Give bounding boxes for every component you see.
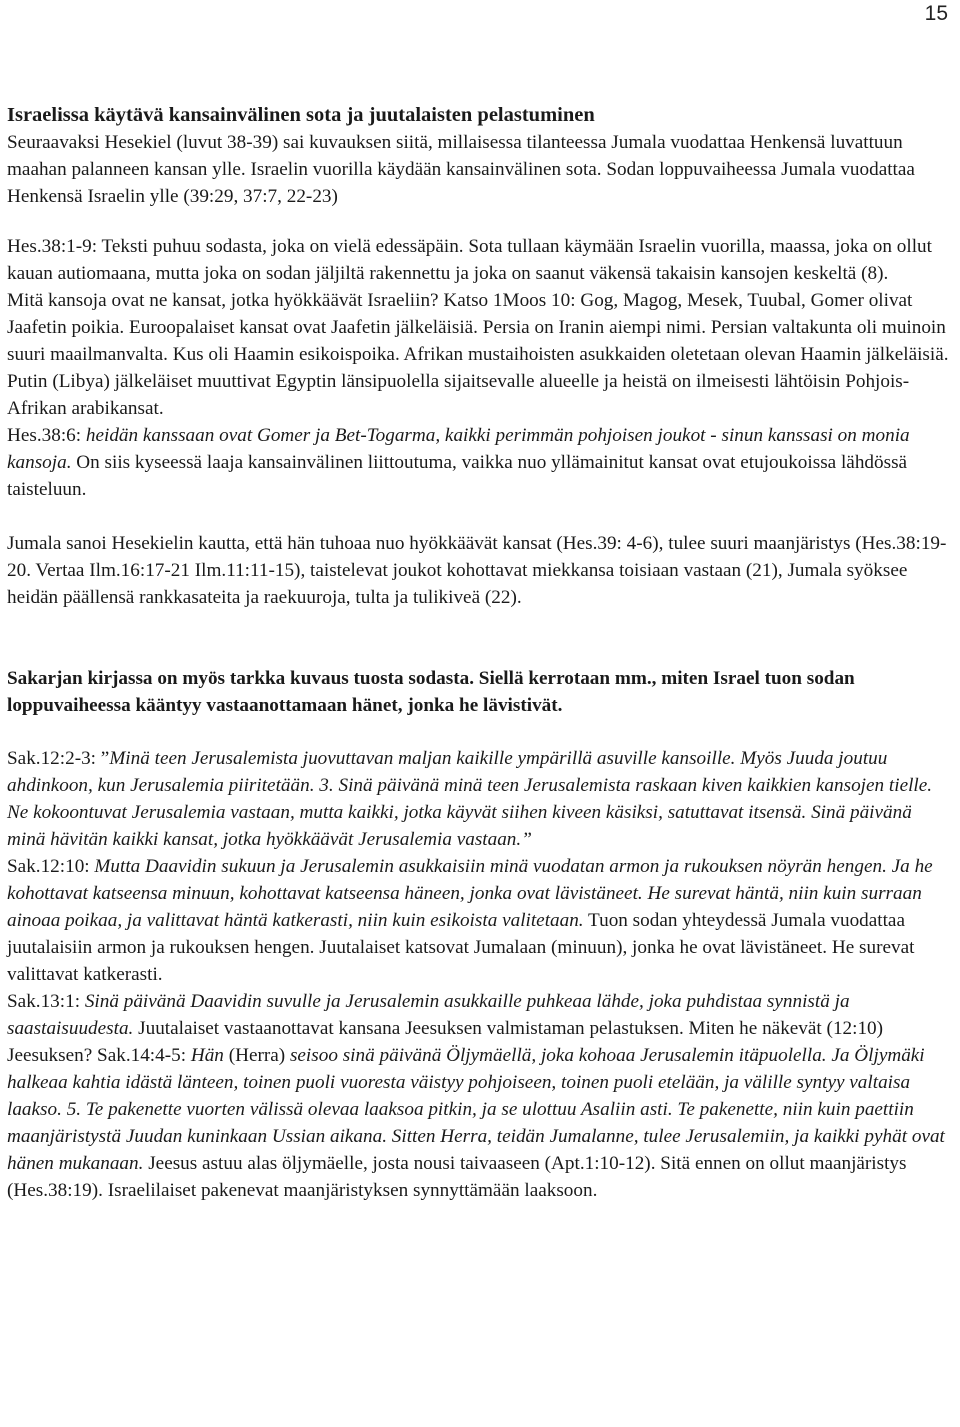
hes38-paragraph-1: Hes.38:1-9: Teksti puhuu sodasta, joka on vielä edessäpäin. Sota tullaan käymään Israelin vuorilla, maassa, joka on ollut kauan autiomaana, mutta joka on sodan jäljiltä rakennettu ja joka on saanut väkensä takaisin kansojen keskeltä (8). (7, 236, 932, 284)
verse-quote: Minä teen Jerusalemista juovuttavan maljan kaikille ympärillä asuville kansoille. Myös Juuda joutuu ahdinkoon, kun Jerusalemia piiritetään. 3. Sinä päivänä minä teen Jerusalemista raskaan kiven kaikkien kansojen tielle. Ne kokoontuvat Jerusalemia vastaan, mutta kaikki, jotka käyvät siihen kiveen käsiksi, satuttavat itsensä. Sinä päivänä minä hävitän kaikki kansat, jotka hyökkäävät Jerusalemia vastaan.” (7, 748, 933, 850)
intro-paragraph: Seuraavaksi Hesekiel (luvut 38-39) sai kuvauksen siitä, millaisessa tilanteessa Jumala vuodattaa Henkensä luvattuun maahan palanneen kansan ylle. Israelin vuorilla käydään kansainvälinen sota. Sodan loppuvaiheessa Jumala vuodattaa Henkensä Israelin ylle (39:29, 37:7, 22-23) (7, 132, 915, 207)
section-title: Israelissa käytävä kansainvälinen sota ja juutalaisten pelastuminen (7, 104, 595, 126)
commentary: (Herra) (223, 1045, 290, 1066)
commentary: Juutalaiset vastaanottavat kansana Jeesuksen valmistaman pelastuksen. Miten he näkevät (12:10) Jeesuksen? Sak.14:4-5: (7, 1018, 884, 1066)
judgment-paragraph: Jumala sanoi Hesekielin kautta, että hän tuhoaa nuo hyökkäävät kansat (Hes.39: 4-6), tulee suuri maanjäristys (Hes.38:19-20. Vertaa Ilm.16:17-21 Ilm.11:11-15), taistelevat joukot kohottavat miekkansa toisiaan vastaan (21), Jumala syöksee heidän päällensä rankkasateita ja raekuuroja, tulta ja tulikiveä (22). (7, 533, 947, 608)
commentary: On siis kyseessä laaja kansainvälinen liittoutuma, vaikka nuo yllämainitut kansat ovat etujoukoissa lähdössä taisteluun. (7, 452, 908, 500)
commentary: Tuon sodan yhteydessä Jumala vuodattaa juutalaisiin armon ja rukouksen hengen. Juutalaiset katsovat Jumalaan (minuun), jonka he ovat lävistäneet. He surevat valittavat katkerasti. (7, 910, 915, 985)
verse-quote: seisoo sinä päivänä Öljymäellä, joka kohoaa Jerusalemin itäpuolella. Ja Öljymäki halkeaa kahtia idästä länteen, toinen puoli vuoresta väistyy pohjoiseen, toinen puoli etelään, ja välille syntyy valtaisa laakso. 5. Te pakenette vuorten välissä olevaa laaksoa pitkin, ja se ulottuu Asaliin asti. Te pakenette, niin kuin paettiin maanjäristystä Juudan kuninkaan Ussian aikana. Sitten Herra, teidän Jumalanne, tulee Jerusalemiin, ja kaikki pyhät ovat hänen mukanaan. (7, 1045, 945, 1174)
verse-reference: Hes.38:6: (7, 425, 86, 446)
zechariah-heading: Sakarjan kirjassa on myös tarkka kuvaus tuosta sodasta. Siellä kerrotaan mm., miten Israel tuon sodan loppuvaiheessa kääntyy vastaanottamaan hänet, jonka he lävistivät. (7, 668, 855, 716)
zechariah-passage-3 (7, 988, 953, 1204)
hes38-paragraph-3 (7, 422, 953, 503)
verse-reference: Sak.12:2-3: ” (7, 748, 110, 769)
verse-quote: heidän kanssaan ovat Gomer ja Bet-Togarma, kaikki perimmän pohjoisen joukot - sinun kanssasi on monia kansoja. (7, 425, 910, 473)
commentary: Jeesus astuu alas öljymäelle, josta nousi taivaaseen (Apt.1:10-12). Sitä ennen on ollut maanjäristys (Hes.38:19). Israelilaiset pakenevat maanjäristyksen synnyttämään laaksoon. (7, 1153, 907, 1201)
verse-reference: Sak.13:1: (7, 991, 85, 1012)
zechariah-passage-1 (7, 745, 953, 853)
verse-quote: Mutta Daavidin sukuun ja Jerusalemin asukkaisiin minä vuodatan armon ja rukouksen nöyrän hengen. Ja he kohottavat katseensa minuun, kohottavat katseensa häneen, jonka ovat lävistäneet. He surevat häntä, niin kuin surraan ainoaa poikaa, ja valittavat häntä katkerasti, niin kuin esikoista valitetaan. (7, 856, 933, 931)
hes38-paragraph-2: Mitä kansoja ovat ne kansat, jotka hyökkäävät Israeliin? Katso 1Moos 10: Gog, Magog, Mesek, Tuubal, Gomer olivat Jaafetin poikia. Euroopalaiset kansat ovat Jaafetin jälkeläisiä. Persia on Iranin aiempi nimi. Persian valtakunta oli muinoin suuri maailmanvalta. Kus oli Haamin esikoispoika. Afrikan mustaihoisten asukkaiden oletetaan olevan Haamin jälkeläisiä. Putin (Libya) jälkeläiset muuttivat Egyptin länsipuolella sijaitsevalle alueelle ja heistä on ilmeisesti lähtöisin Pohjois-Afrikan arabikansat. (7, 290, 949, 419)
verse-quote: Hän (190, 1045, 224, 1066)
page-number: 15 (924, 2, 948, 25)
zechariah-passage-2 (7, 853, 953, 988)
verse-reference: Sak.12:10: (7, 856, 95, 877)
verse-quote: Sinä päivänä Daavidin suvulle ja Jerusalemin asukkaille puhkeaa lähde, joka puhdistaa synnistä ja saastaisuudesta. (7, 991, 850, 1039)
document-body (7, 102, 953, 1204)
